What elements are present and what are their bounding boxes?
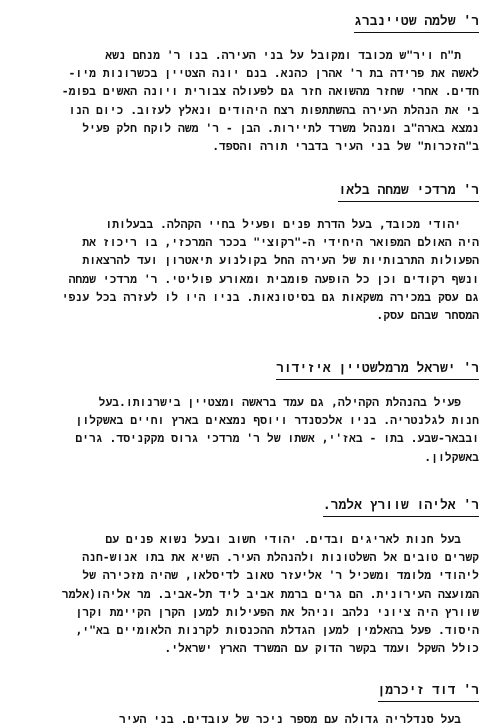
- entry-text-line: ת"ח ויר"ש מכובד ומקובל על בני העירה. בנו ר' מנחם נשא: [105, 48, 461, 62]
- entry-text-line: היה האולם המפואר היחידי ה-"רקוצי" בככר המרכזי, בו ריכוז את: [82, 235, 479, 250]
- entry-text-line: כולל השקל ועמד בקשר הדוק עם המשרד הארץ ישראלי.: [164, 641, 479, 656]
- entry-text-line: ובבאר-שבע. בתו - באז'י, אשתו של ר' מרדכי גרוס מקקניסד. גרים: [75, 431, 479, 446]
- entry-text-line: ב"הזכרות" של בני העיר בדברי תורה והספד.: [212, 139, 479, 154]
- entry-text-line: באשקלון.: [424, 449, 479, 464]
- entry-heading: ר' שלמה שטיינברג: [354, 13, 479, 33]
- entry-text-line: הפעולות התרבותיות של העירה החל בקולנוע תיאטרון ועד להרצאות: [82, 253, 479, 268]
- biography-entry-steinberg: [24, 10, 479, 155]
- entry-text-line: בעל חנות לאריגים ובדים. יהודי חשוב ובעל נשוא פנים עם: [105, 532, 461, 546]
- entry-text-line: המסחר שבהם עסק.: [376, 308, 479, 323]
- biography-entry-blau: [24, 179, 479, 324]
- biography-entry-schwartz: [24, 494, 479, 657]
- entry-text-line: היסוד. פעל בהאלמין למען הגדלת ההכנסות לקרנות הלאומיים בא"י,: [75, 623, 479, 638]
- biography-entry-zikerman: [24, 679, 479, 728]
- entry-text-line: יהודי מכובד, בעל הדרת פנים ופעיל בחיי הקהלה. בבעלותו: [105, 217, 461, 231]
- entry-text-line: שוורץ היה ציוני נלהב וניהל את הפעילות למען הקרן הקיימת וקרן: [75, 604, 479, 619]
- entry-text-line: חנות לגלנטריה. בניו אלכסנדר ויוסף נמצאים בארץ וחיים באשקלון: [75, 413, 479, 428]
- entry-text-line: לאשה את פרידה בת ר' אהרן כהנא. בנם יונה הצטיין בכשרונות מיו-: [68, 66, 479, 81]
- entry-text-line: גם עסק במכירה משקאות גם בסיטונאות. בניו היו לו לעזרה בכל ענפי: [61, 289, 479, 304]
- entry-heading: ר' ישראל מרמלשטיין איזידור: [276, 360, 479, 380]
- entry-text-line: המועצה העירונית. הם גרים ברמת אביב ליד תל-אביב. מר אליהו(אלמר: [61, 586, 479, 601]
- biography-entry-marmelstein: [24, 357, 479, 466]
- entry-text-line: בי את הנהלת העירה בהשתתפות רצח היהודים ונאלץ לעזוב. כיום הנו: [68, 102, 479, 117]
- entry-text-line: חדים. אחרי שחזר מהשואה חזר גם לפעולה צבורית ויונה האשים בפומ-: [61, 84, 479, 99]
- entry-heading: ר' מרדכי שמחה בלאו: [338, 182, 479, 202]
- entry-text-line: ונשף רקודים וכן כל הופעה פומבית ומאורע פוליטי. ר' מרדכי שמחה: [68, 271, 479, 286]
- entry-text-line: ליהודי מלומד ומשכיל ר' אליעזר טאוב לדיסלאו, שהיה מזכירה של: [82, 568, 479, 583]
- entry-heading: ר' דוד זיכרמן: [378, 682, 480, 702]
- entry-text-line: נמצא בארה"ב ומנהל משרד לתיירות. הבן - ר' משה לוקח חלק פעיל: [82, 120, 479, 135]
- entry-text-line: קשרים טובים אל השלטונות ולהנהלת העיר. השיא את בתו אנוש-חנה: [82, 550, 479, 565]
- entry-text-line: פעיל בהנהלת הקהילה, גם עמד בראשה ומצטיין בישרנותו.בעל: [98, 395, 461, 409]
- entry-text-line: בעל סנדלריה גדולה עם מספר ניכר של עובדים. בני העיר: [119, 712, 461, 726]
- entry-heading: ר' אליהו שוורץ אלמר.: [323, 497, 479, 517]
